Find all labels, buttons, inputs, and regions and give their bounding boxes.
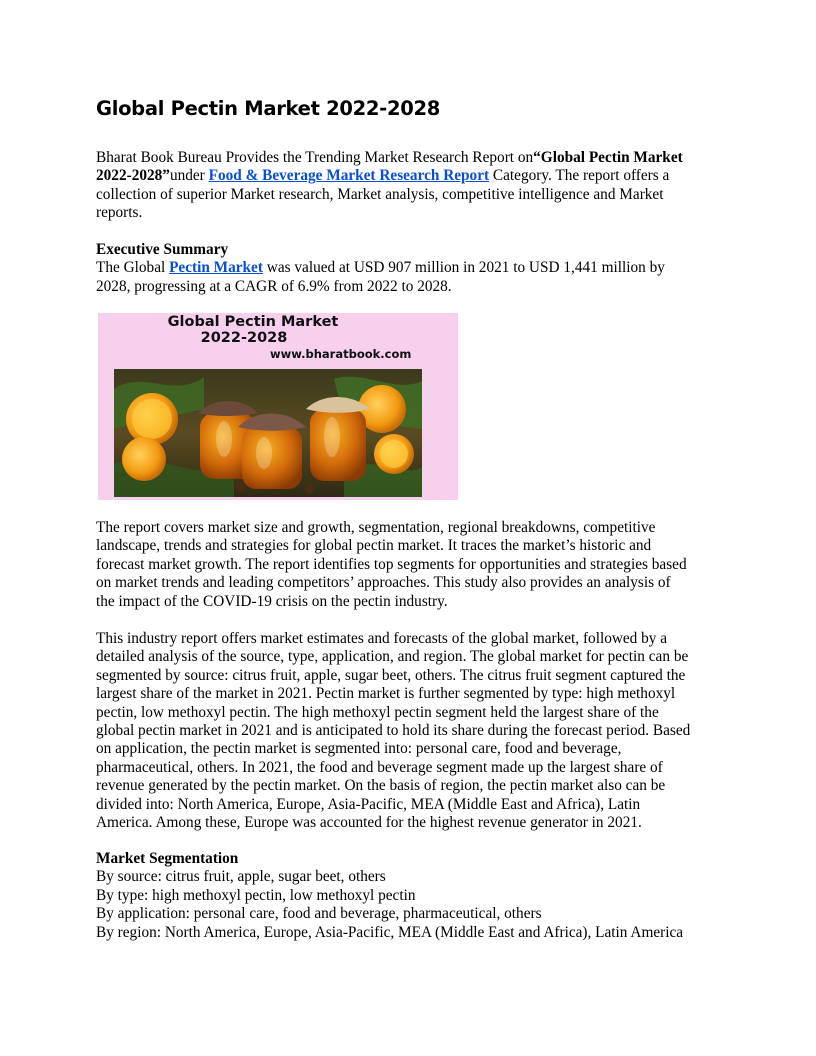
details-line: This industry report offers market estimates and forecasts of the global market, followed by a [96, 630, 668, 647]
details-line: largest share of the market in 2021. Pectin market is further segmented by type: high methoxyl [96, 685, 676, 703]
details-line: pectin, low methoxyl pectin. The high methoxyl pectin segment held the largest share of the [96, 703, 659, 721]
summary-value-text: was valued at USD 907 million in 2021 to USD 1,441 million by [262, 259, 665, 277]
details-line: global pectin market in 2021 and is anticipated to hold its share during the forecast period. Based [96, 722, 691, 740]
overview-line: forecast market growth. The report identifies top segments for opportunities and strategies based [96, 555, 687, 573]
intro-category-text: Category. The report offers a [489, 167, 670, 185]
segmentation-item: By application: personal care, food and beverage, pharmaceutical, others [96, 905, 542, 923]
details-paragraph [96, 630, 720, 832]
report-title-bold: “Global Pectin Market [533, 149, 683, 166]
banner-title-line-1: Global Pectin Market [167, 314, 339, 330]
segmentation-item: By source: citrus fruit, apple, sugar beet, others [96, 868, 386, 886]
intro-line-4: reports. [96, 204, 143, 222]
banner-title-line-2: 2022-2028 [200, 330, 288, 346]
details-line: pharmaceutical, others. In 2021, the food and beverage segment made up the largest share of [96, 758, 663, 776]
report-title-bold-cont: 2022-2028” [96, 167, 170, 185]
intro-line-2 [96, 167, 720, 185]
segmentation-heading: Market Segmentation [96, 850, 239, 867]
intro-text: Bharat Book Bureau Provides the Trending Market Research Report on [96, 149, 534, 166]
intro-line-3: collection of superior Market research, Market analysis, competitive intelligence and Market [96, 185, 664, 203]
overview-line: landscape, trends and strategies for global pectin market. It traces the market’s historic and [96, 537, 652, 555]
segmentation-item: By region: North America, Europe, Asia-Pacific, MEA (Middle East and Africa), Latin America [96, 923, 684, 941]
details-line: on application, the pectin market is segmented into: personal care, food and beverage, [96, 740, 622, 758]
market-segmentation [96, 850, 720, 942]
details-line: revenue generated by the pectin market. On the basis of region, the pectin market also can be [96, 777, 666, 795]
executive-summary-line-1 [96, 259, 720, 277]
executive-summary-heading: Executive Summary [96, 241, 229, 258]
pectin-market-link[interactable]: Pectin Market [169, 259, 263, 277]
segmentation-item: By type: high methoxyl pectin, low methoxyl pectin [96, 886, 416, 904]
pectin-jars-photo [114, 369, 422, 497]
page-title: Global Pectin Market 2022-2028 [96, 97, 441, 120]
report-banner-image [98, 313, 458, 500]
intro-under: under [169, 167, 209, 185]
details-line: America. Among these, Europe was accounted for the highest revenue generator in 2021. [96, 814, 642, 832]
executive-summary [96, 241, 720, 296]
banner-url: www.bharatbook.com [270, 347, 412, 361]
intro-line-1 [96, 149, 720, 167]
details-line: segmented by source: citrus fruit, apple, sugar beet, others. The citrus fruit segment captured the [96, 666, 686, 684]
executive-summary-line-2: 2028, progressing at a CAGR of 6.9% from 2022 to 2028. [96, 277, 452, 295]
overview-paragraph [96, 519, 720, 611]
details-line: detailed analysis of the source, type, application, and region. The global market for pectin can be [96, 648, 689, 666]
overview-line: the impact of the COVID-19 crisis on the pectin industry. [96, 592, 448, 610]
intro-paragraph [96, 149, 720, 223]
category-link[interactable]: Food & Beverage Market Research Report [208, 167, 490, 185]
summary-text: The Global [96, 259, 170, 277]
overview-line: on market trends and leading competitors’ approaches. This study also provides an analysis of [96, 574, 671, 592]
overview-line: The report covers market size and growth, segmentation, regional breakdowns, competitive [96, 519, 656, 536]
details-line: divided into: North America, Europe, Asia-Pacific, MEA (Middle East and Africa), Latin [96, 795, 641, 813]
